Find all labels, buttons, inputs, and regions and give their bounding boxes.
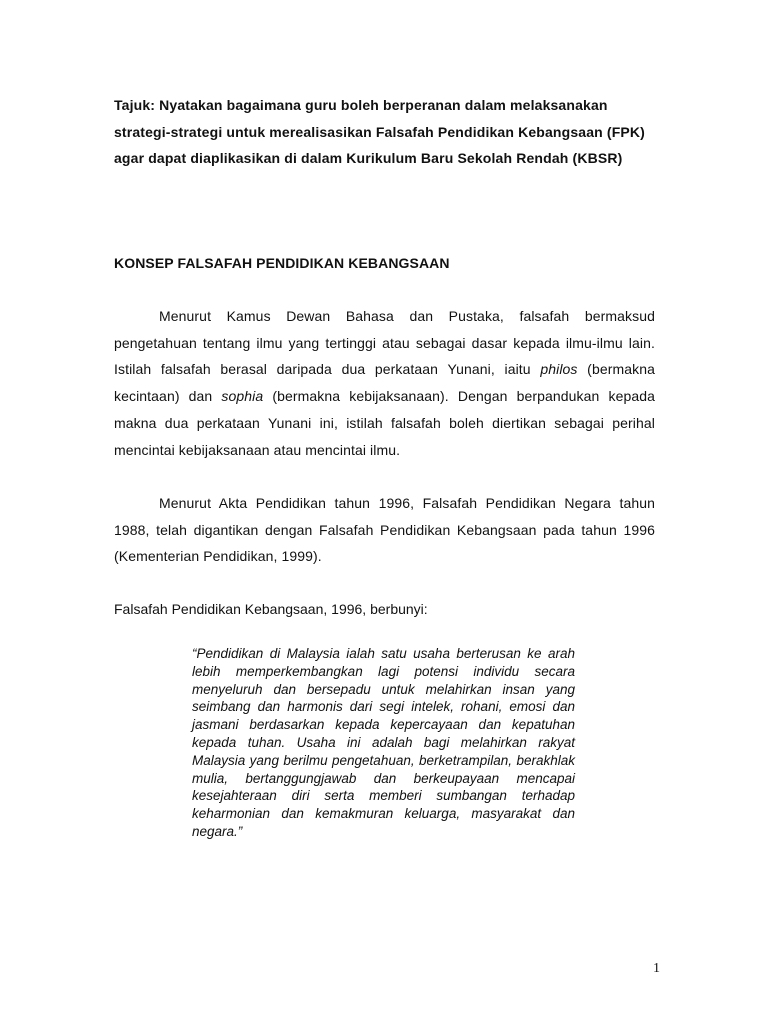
paragraph-definition [114,303,655,463]
paragraph-act: Menurut Akta Pendidikan tahun 1996, Falsafah Pendidikan Negara tahun 1988, telah digantikan dengan Falsafah Pendidikan Kebangsaan pada tahun 1996 (Kementerian Pendidikan, 1999). [114,495,655,565]
document-title: Tajuk: Nyatakan bagaimana guru boleh berperanan dalam melaksanakan strategi-strategi untuk merealisasikan Falsafah Pendidikan Kebangsaan (FPK) agar dapat diaplikasikan di dalam Kurikulum Baru Sekolah Rendah (KBSR) [114,97,645,167]
term-philos: philos [540,361,578,378]
paragraph-text: Menurut Kamus Dewan Bahasa dan Pustaka, falsafah bermaksud pengetahuan tentang ilmu yang tertinggi atau sebagai dasar kepada ilmu-ilmu lain. Istilah falsafah berasal daripada dua perkataan Yunani, iaitu [114,308,655,378]
block-quote: “Pendidikan di Malaysia ialah satu usaha berterusan ke arah lebih memperkembangkan lagi potensi individu secara menyeluruh dan bersepadu untuk melahirkan insan yang seimbang dan harmonis dari segi intelek, rohani, emosi dan jasmani berdasarkan kepada kepercayaan dan kepatuhan kepada tuhan. Usaha ini adalah bagi melahirkan rakyat Malaysia yang berilmu pengetahuan, berketrampilan, berakhlak mulia, bertanggungjawab dan berkeupayaan mencapai kesejahteraan diri serta memberi sumbangan terhadap keharmonian dan kemakmuran keluarga, masyarakat dan negara.” [192,646,575,839]
paragraph-text: (bermakna kecintaan) dan [114,361,655,405]
paragraph-text: (bermakna kebijaksanaan). Dengan berpandukan kepada makna dua perkataan Yunani ini, istilah falsafah boleh diertikan sebagai perihal mencintai kebijaksanaan atau mencintai ilmu. [114,388,656,458]
term-sophia: sophia [221,388,264,405]
section-heading: KONSEP FALSAFAH PENDIDIKAN KEBANGSAAN [114,255,450,271]
page-number: 1 [653,961,660,976]
quote-intro: Falsafah Pendidikan Kebangsaan, 1996, berbunyi: [114,601,428,617]
